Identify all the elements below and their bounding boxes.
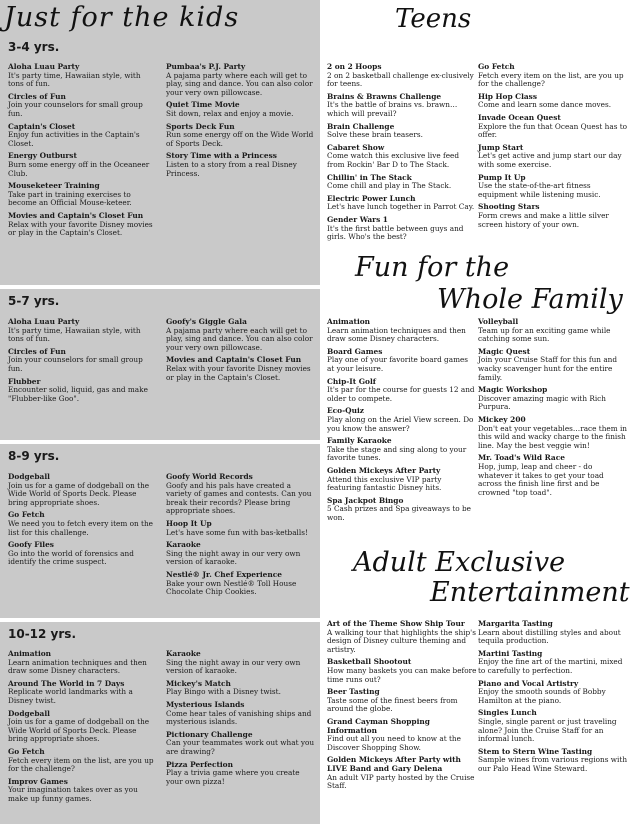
activity-item <box>166 541 316 567</box>
activity-description: A pajama party where each will get to play, sing and dance. You can also color your very own pillowcase. <box>166 70 313 97</box>
kids-10-12-left-list <box>8 650 158 808</box>
activity-name: Circles of Fun <box>8 91 66 101</box>
activity-name: 2 on 2 Hoops <box>327 62 382 71</box>
age-heading-3-4: 3-4 yrs. <box>8 40 60 54</box>
activity-name: Jump Start <box>478 142 524 152</box>
activity-description: Replicate world landmarks with a Disney twist. <box>8 687 133 705</box>
activity-item <box>166 152 316 178</box>
activity-name: Spa Jackpot Bingo <box>327 495 404 505</box>
activity-name: Goofy's Giggle Gala <box>166 317 247 326</box>
activity-description: Hop, jump, leap and cheer - do whatever it takes to get your toad across the finish line first and be crowned "top toad". <box>478 461 604 497</box>
activity-description: Enjoy the fine art of the martini, mixed to carefully to perfection. <box>478 657 623 675</box>
activity-name: Pumbaa's P.J. Party <box>166 62 246 71</box>
activity-description: Find out all you need to know at the Discover Shopping Show. <box>327 734 461 752</box>
activity-description: Relax with your favorite Disney movies or play in the Captain's Closet. <box>8 219 153 238</box>
activity-name: Mr. Toad's Wild Race <box>478 453 565 463</box>
activity-name: Story Time with a Princess <box>166 151 277 161</box>
activity-item <box>478 63 628 89</box>
activity-description: Enjoy the smooth sounds of Bobby Hamilton at the piano. <box>478 687 606 705</box>
activity-description: Don't eat your vegetables…race them in this wild and wacky charge to the finish line. May the best veggie win! <box>478 423 628 450</box>
activity-item <box>8 152 158 178</box>
activity-item <box>8 123 158 149</box>
activity-name: Improv Games <box>8 776 68 786</box>
activity-item <box>327 378 477 404</box>
activity-name: Aloha Luau Party <box>8 317 80 326</box>
activity-item <box>327 318 477 344</box>
activity-description: It's the battle of brains vs. brawn…which will prevail? <box>327 100 458 118</box>
activity-name: Pizza Perfection <box>166 759 233 769</box>
activity-name: Volleyball <box>478 317 519 326</box>
activity-item <box>166 650 316 676</box>
activity-item <box>327 144 477 170</box>
activity-item <box>8 93 158 119</box>
activity-description: An adult VIP party hosted by the Cruise Staff. <box>327 772 475 791</box>
activity-name: Martini Tasting <box>478 648 543 658</box>
activity-item <box>478 93 628 110</box>
activity-name: Aloha Luau Party <box>8 62 80 71</box>
activity-description: Solve these brain teasers. <box>327 130 423 140</box>
activity-description: Your imagination takes over as you make up funny games. <box>8 785 138 803</box>
activity-item <box>478 174 628 200</box>
activity-description: Attend this exclusive VIP party featuring fantastic Disney hits. <box>327 474 442 493</box>
activity-name: Board Games <box>327 346 383 356</box>
activity-item <box>478 620 628 646</box>
kids-3-4-left-list <box>8 63 158 242</box>
activity-name: Animation <box>327 317 371 326</box>
activity-item <box>166 123 316 149</box>
activity-item <box>478 680 628 706</box>
activity-item <box>478 348 628 382</box>
activity-item <box>478 144 628 170</box>
age-divider <box>0 440 320 444</box>
activity-name: Cabaret Show <box>327 142 385 152</box>
activity-description: Team up for an exciting game while catching some sun. <box>478 325 611 344</box>
activity-item <box>327 216 477 242</box>
activity-item <box>327 688 477 714</box>
activity-description: Come chill and play in The Stack. <box>327 181 452 191</box>
activity-description: Bake your own Nestlé® Toll House Chocolate Chip Cookies. <box>166 578 297 597</box>
activity-item <box>8 650 158 676</box>
activity-description: Play Bingo with a Disney twist. <box>166 687 281 697</box>
activity-name: Nestlé® Jr. Chef Experience <box>166 569 282 579</box>
activity-item <box>8 63 158 89</box>
activity-name: Sports Deck Fun <box>166 121 235 131</box>
activity-description: Discover amazing magic with Rich Purpura. <box>478 393 606 412</box>
activity-description: Take part in training exercises to become an Official Mouse-keteer. <box>8 189 132 208</box>
kids-8-9-right-list <box>166 473 316 601</box>
teens-right-list <box>478 63 628 233</box>
activity-item <box>327 718 477 752</box>
activity-description: Fetch every item on the list, are you up for the challenge? <box>8 755 154 774</box>
kids-section-title: Just for the kids <box>4 2 240 33</box>
activity-description: Let's get active and jump start our day with some exercise. <box>478 151 622 169</box>
activity-name: Beer Tasting <box>327 687 380 697</box>
activity-description: Sing the night away in our very own version of karaoke. <box>166 548 301 567</box>
activity-description: Goofy and his pals have created a variety of games and contests. Can you break their records? Please bring appropriate shoes. <box>166 480 312 516</box>
activity-name: Grand Cayman Shopping Information <box>327 716 430 735</box>
activity-name: Karaoke <box>166 649 201 658</box>
activity-name: Mickey's Match <box>166 678 231 688</box>
activity-item <box>166 761 316 787</box>
activity-description: Learn about distilling styles and about tequila production. <box>478 627 621 646</box>
activity-item <box>478 650 628 676</box>
activity-name: Goofy Files <box>8 540 54 550</box>
activity-name: Goofy World Records <box>166 472 253 481</box>
activity-name: Magic Workshop <box>478 385 548 395</box>
activity-description: Play a trivia game where you create your own pizza! <box>166 768 300 786</box>
activity-description: 5 Cash prizes and Spa giveaways to be won. <box>327 504 471 522</box>
activity-name: Animation <box>8 649 52 658</box>
kids-8-9-left-list <box>8 473 158 571</box>
activity-description: Encounter solid, liquid, gas and make "Flubber-like Goo". <box>8 385 148 403</box>
activity-item <box>327 437 477 463</box>
activity-name: Hip Hop Class <box>478 91 537 101</box>
adult-section-title-line2: Entertainment <box>430 577 630 608</box>
activity-description: Join us for a game of dodgeball on the Wide World of Sports Deck. Please bring appropriate shoes. <box>8 717 150 744</box>
activity-item <box>478 748 628 774</box>
activity-description: Sit down, relax and enjoy a movie. <box>166 108 294 118</box>
activity-description: Enjoy fun activities in the Captain's Closet. <box>8 130 140 148</box>
activity-item <box>166 680 316 697</box>
activity-name: Eco-Quiz <box>327 406 364 416</box>
activity-description: Relax with your favorite Disney movies or play in the Captain's Closet. <box>166 363 311 382</box>
activity-description: It's party time, Hawaiian style, with tons of fun. <box>8 70 141 89</box>
activity-name: Dodgeball <box>8 708 50 718</box>
activity-description: Use the state-of-the-art fitness equipment while listening music. <box>478 181 601 199</box>
activity-description: It's par for the course for guests 12 and older to compete. <box>327 385 475 403</box>
activity-item <box>166 571 316 597</box>
family-left-list <box>327 318 477 526</box>
activity-item <box>8 778 158 804</box>
activity-name: Dodgeball <box>8 472 50 481</box>
activity-description: Can your teammates work out what you are drawing? <box>166 738 315 756</box>
activity-item <box>8 212 158 238</box>
activity-item <box>478 203 628 229</box>
activity-description: How many baskets you can make before time runs out? <box>327 665 477 684</box>
activity-description: Learn animation techniques and then draw some Disney characters. <box>327 325 466 344</box>
activity-item <box>166 520 316 537</box>
activity-description: It's party time, Hawaiian style, with tons of fun. <box>8 325 141 344</box>
activity-item <box>327 658 477 684</box>
activity-name: Go Fetch <box>478 62 515 71</box>
activity-item <box>166 701 316 727</box>
activity-name: Art of the Theme Show Ship Tour <box>327 619 465 628</box>
activity-item <box>327 348 477 374</box>
activity-description: Come hear tales of vanishing ships and mysterious islands. <box>166 708 312 727</box>
activity-item <box>166 63 316 97</box>
activity-description: Fetch every item on the list, are you up for the challenge? <box>478 70 624 89</box>
activity-description: Join your counselors for small group fun. <box>8 355 143 373</box>
activity-name: Basketball Shootout <box>327 657 412 667</box>
activity-description: Come and learn some dance moves. <box>478 100 612 110</box>
family-section-title-line2: Whole Family <box>437 284 623 315</box>
activity-name: Golden Mickeys After Party with LIVE Band and Gary Delena <box>327 755 461 773</box>
activity-item <box>166 473 316 516</box>
activity-name: Flubber <box>8 376 41 386</box>
activity-description: Let's have lunch together in Parrot Cay. <box>327 202 475 212</box>
activity-item <box>327 756 477 790</box>
teens-left-list <box>327 63 477 246</box>
activity-name: Magic Quest <box>478 346 531 356</box>
activity-name: Margarita Tasting <box>478 619 553 628</box>
age-divider <box>0 618 320 622</box>
adult-left-list <box>327 620 477 795</box>
activity-name: Karaoke <box>166 540 201 550</box>
activity-item <box>166 731 316 757</box>
activity-name: Stem to Stern Wine Tasting <box>478 746 593 756</box>
adult-right-list <box>478 620 628 778</box>
activity-name: Piano and Vocal Artistry <box>478 678 579 688</box>
activity-name: Hoop It Up <box>166 518 212 528</box>
activity-item <box>327 467 477 493</box>
activity-name: Mickey 200 <box>478 414 526 424</box>
activity-description: Let's have some fun with bas-ketballs! <box>166 527 308 537</box>
family-section-title-line1: Fun for the <box>355 252 510 283</box>
activity-description: Burn some energy off in the Oceaneer Club. <box>8 159 150 178</box>
activity-description: 2 on 2 basketball challenge ex-clusively for teens. <box>327 70 474 89</box>
activity-name: Pump It Up <box>478 172 526 182</box>
activity-item <box>327 63 477 89</box>
activity-name: Pictionary Challenge <box>166 729 253 739</box>
activity-item <box>478 454 628 497</box>
activity-item <box>8 511 158 537</box>
kids-10-12-right-list <box>166 650 316 790</box>
activity-item <box>327 497 477 523</box>
activity-description: Play one of your favorite board games at your leisure. <box>327 355 469 373</box>
activity-description: Join us for a game of dodgeball on the Wide World of Sports Deck. Please bring appropriate shoes. <box>8 480 150 507</box>
age-divider <box>0 285 320 289</box>
activity-description: Join your Cruise Staff for this fun and wacky scavenger hunt for the entire family. <box>478 355 618 382</box>
teens-section-title: Teens <box>395 4 472 34</box>
activity-name: Chip-It Golf <box>327 376 376 386</box>
activity-name: Go Fetch <box>8 746 45 756</box>
activity-name: Shooting Stars <box>478 202 540 212</box>
family-right-list <box>478 318 628 501</box>
activity-item <box>478 709 628 743</box>
activity-item <box>8 318 158 344</box>
adult-section-title-line1: Adult Exclusive <box>353 547 566 578</box>
activity-item <box>8 378 158 404</box>
activity-name: Movies and Captain's Closet Fun <box>8 210 144 220</box>
kids-5-7-left-list <box>8 318 158 407</box>
activity-item <box>166 318 316 352</box>
activity-description: Play along on the Ariel View screen. Do you know the answer? <box>327 414 474 433</box>
activity-description: Go into the world of forensics and identify the crime suspect. <box>8 548 134 567</box>
activity-item <box>327 123 477 140</box>
activity-name: Circles of Fun <box>8 346 66 356</box>
activity-name: Golden Mickeys After Party <box>327 465 441 475</box>
activity-description: It's the first battle between guys and girls. Who's the best? <box>327 223 464 242</box>
activity-name: Invade Ocean Quest <box>478 112 561 122</box>
activity-item <box>327 407 477 433</box>
activity-description: Listen to a story from a real Disney Princess. <box>166 159 297 178</box>
activity-name: Electric Power Lunch <box>327 193 416 203</box>
activity-item <box>478 386 628 412</box>
activity-description: Learn animation techniques and then draw some Disney characters. <box>8 657 147 676</box>
activity-item <box>166 356 316 382</box>
activity-description: Run some energy off on the Wide World of Sports Deck. <box>166 130 314 148</box>
activity-description: A pajama party where each will get to play, sing and dance. You can also color your very own pillowcase. <box>166 325 313 352</box>
activity-description: Explore the fun that Ocean Quest has to offer. <box>478 121 628 140</box>
activity-item <box>478 416 628 450</box>
activity-item <box>327 174 477 191</box>
activity-name: Family Karaoke <box>327 436 392 446</box>
activity-description: Sample wines from various regions with our Palo Head Wine Steward. <box>478 755 628 773</box>
activity-item <box>478 114 628 140</box>
activity-item <box>8 748 158 774</box>
activity-item <box>8 680 158 706</box>
activity-item <box>8 710 158 744</box>
activity-name: Singles Lunch <box>478 708 537 718</box>
activity-name: Around The World in 7 Days <box>8 678 125 688</box>
activity-description: Take the stage and sing along to your favorite tunes. <box>327 444 467 463</box>
activity-name: Mouseketeer Training <box>8 181 100 191</box>
activity-item <box>327 195 477 212</box>
kids-5-7-right-list <box>166 318 316 386</box>
age-heading-8-9: 8-9 yrs. <box>8 449 60 463</box>
activity-item <box>8 541 158 567</box>
activity-description: Form crews and make a little silver screen history of your own. <box>478 210 609 229</box>
activity-description: We need you to fetch every item on the list for this challenge. <box>8 518 153 537</box>
activity-name: Mysterious Islands <box>166 699 245 709</box>
activity-name: Movies and Captain's Closet Fun <box>166 355 302 365</box>
activity-item <box>8 182 158 208</box>
activity-description: Sing the night away in our very own version of karaoke. <box>166 657 301 676</box>
age-heading-10-12: 10-12 yrs. <box>8 627 76 641</box>
activity-description: Come watch this exclusive live feed from Rockin' Bar D to The Stack. <box>327 151 460 169</box>
activity-description: Taste some of the finest beers from around the globe. <box>327 695 458 714</box>
activity-name: Brain Challenge <box>327 121 395 131</box>
activity-item <box>327 620 477 654</box>
activity-item <box>8 348 158 374</box>
activity-description: Join your counselors for small group fun. <box>8 100 143 118</box>
activity-description: Single, single parent or just traveling alone? Join the Cruise Staff for an informal lunch. <box>478 716 617 744</box>
activity-name: Brains & Brawns Challenge <box>327 91 442 101</box>
activity-item <box>8 473 158 507</box>
activity-name: Chillin' in The Stack <box>327 172 412 182</box>
activity-name: Captain's Closet <box>8 121 76 131</box>
kids-3-4-right-list <box>166 63 316 182</box>
activity-name: Energy Outburst <box>8 151 77 161</box>
activity-name: Quiet Time Movie <box>166 100 240 110</box>
activity-item <box>327 93 477 119</box>
activity-item <box>166 101 316 118</box>
activity-description: A walking tour that highlights the ship's design of Disney culture theming and artistry. <box>327 627 476 654</box>
activity-name: Go Fetch <box>8 510 45 520</box>
age-heading-5-7: 5-7 yrs. <box>8 294 60 308</box>
activity-item <box>478 318 628 344</box>
activity-name: Gender Wars 1 <box>327 214 388 224</box>
